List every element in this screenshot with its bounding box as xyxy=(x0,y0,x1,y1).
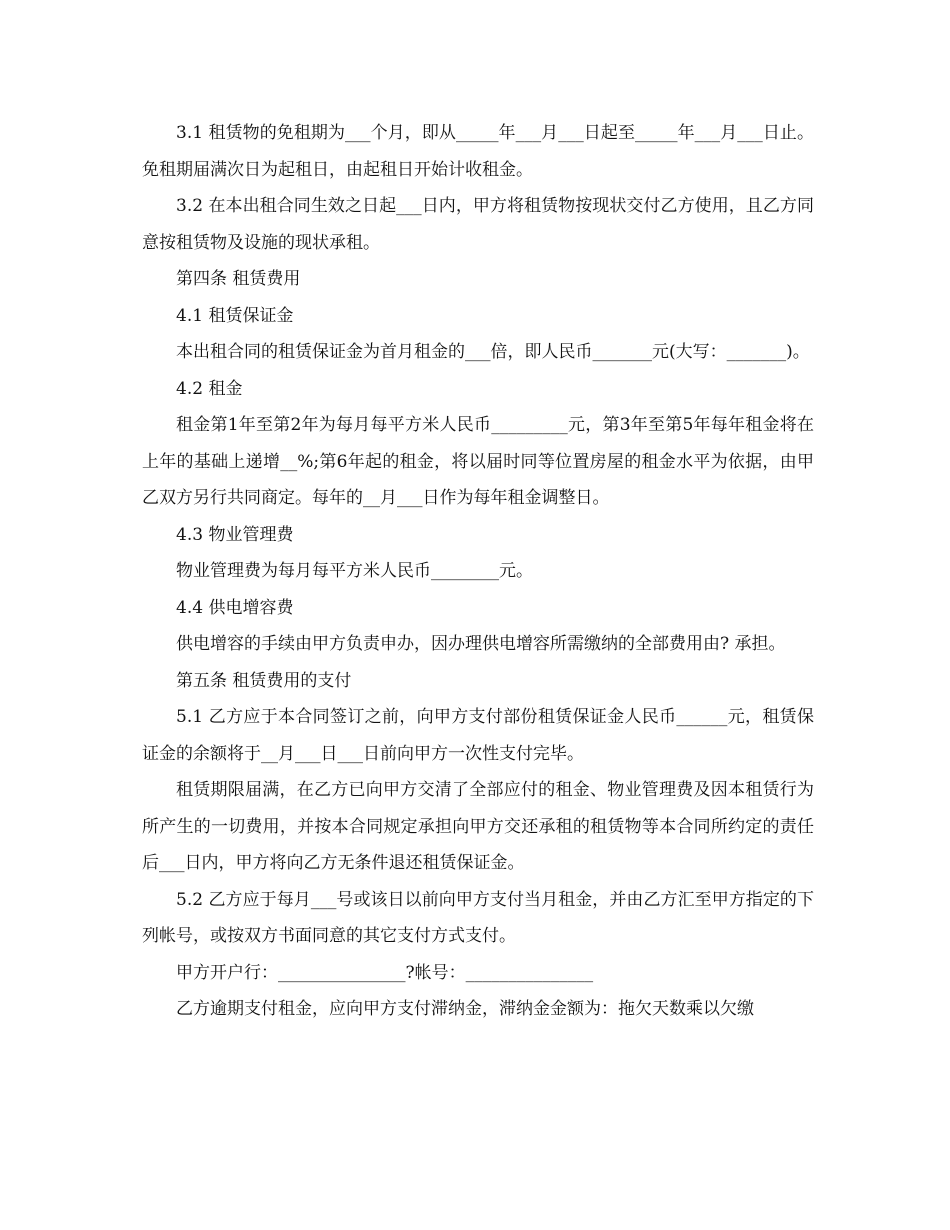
clause-4-3-body: 物业管理费为每月每平方米人民币________元。 xyxy=(176,561,533,581)
clause-4-1-body: 本出租合同的租赁保证金为首月租金的___倍，即人民币_______元(大写：_______)。 xyxy=(176,342,810,362)
clause-4-4-body: 供电增容的手续由甲方负责申办，因办理供电增容所需缴纳的全部费用由? 承担。 xyxy=(176,634,786,654)
clause-4-2-heading: 4.2 租金 xyxy=(176,378,243,399)
clause-4-4-heading: 4.4 供电增容费 xyxy=(176,597,294,618)
clause-3-2: 3.2 在本出租合同生效之日起___日内，甲方将租赁物按现状交付乙方使用，且乙方同意按租赁物及设施的现状承租。 xyxy=(142,196,814,253)
article-5-heading: 第五条 租赁费用的支付 xyxy=(176,670,352,691)
clause-4-3-heading: 4.3 物业管理费 xyxy=(176,524,294,545)
clause-5-2: 5.2 乙方应于每月___号或该日以前向甲方支付当月租金，并由乙方汇至甲方指定的下列帐号，或按双方书面同意的其它支付方式支付。 xyxy=(142,889,814,946)
bank-account-line: 甲方开户行：_______________?帐号：_______________ xyxy=(176,962,594,983)
article-4-heading: 第四条 租赁费用 xyxy=(176,269,301,289)
clause-4-2-body: 租金第1年至第2年为每月每平方米人民币_________元，第3年至第5年每年租金将在上年的基础上递增__%;第6年起的租金，将以届时同等位置房屋的租金水平为依据，由甲乙双方另行共同商定。每年的__月___日作为每年租金调整日。 xyxy=(142,415,814,508)
clause-5-1: 5.1 乙方应于本合同签订之前，向甲方支付部份租赁保证金人民币______元，租赁保证金的余额将于__月___日___日前向甲方一次性支付完毕。 xyxy=(142,707,814,764)
late-payment-clause: 乙方逾期支付租金，应向甲方支付滞纳金，滞纳金金额为：拖欠天数乘以欠缴 xyxy=(176,999,754,1019)
clause-3-1: 3.1 租赁物的免租期为___个月，即从_____年___月___日起至_____年___月___日止。免租期届满次日为起租日，由起租日开始计收租金。 xyxy=(142,123,814,180)
clause-4-1-heading: 4.1 租赁保证金 xyxy=(176,305,294,326)
clause-5-1-refund: 租赁期限届满，在乙方已向甲方交清了全部应付的租金、物业管理费及因本租赁行为所产生的一切费用，并按本合同规定承担向甲方交还承租的租赁物等本合同所约定的责任后___日内，甲方将向乙方无条件退还租赁保证金。 xyxy=(142,780,814,873)
